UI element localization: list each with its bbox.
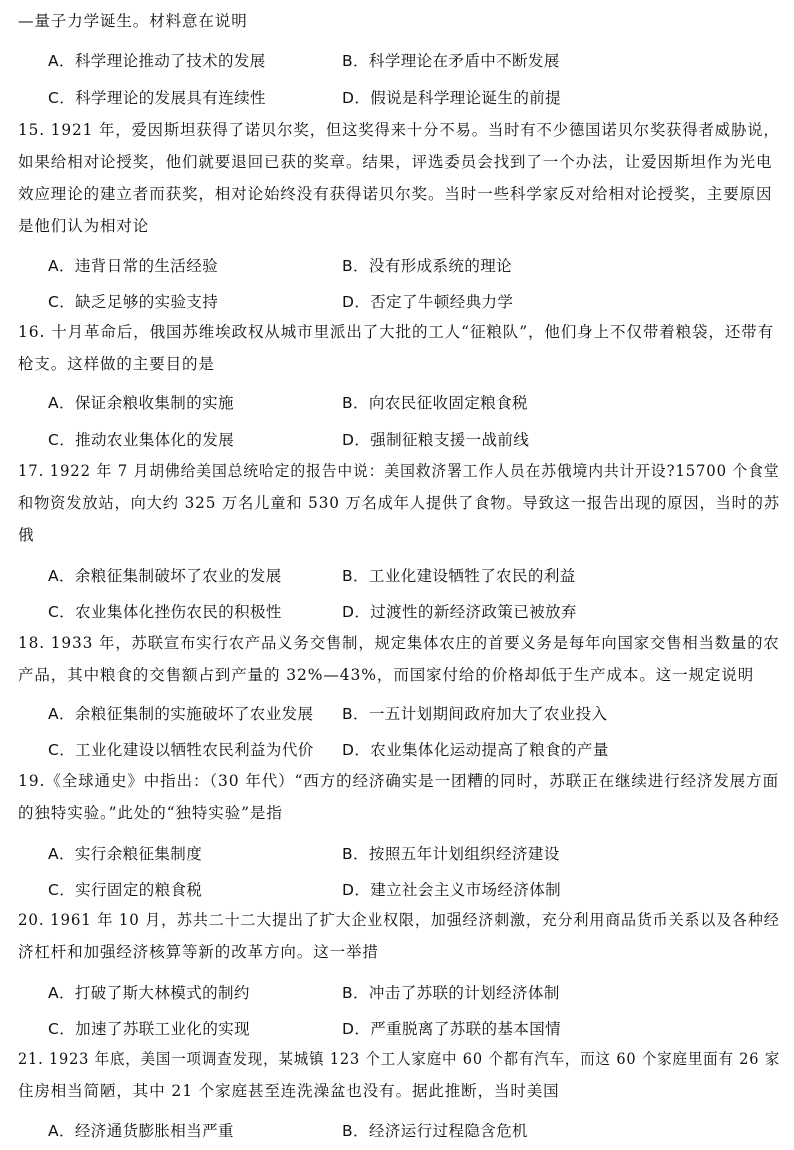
- q15-option-c: C．缺乏足够的实验支持: [48, 293, 219, 311]
- q18-option-a: A．余粮征集制的实施破坏了农业发展: [48, 705, 314, 723]
- q16-stem-line-1: 16. 十月革命后，俄国苏维埃政权从城市里派出了大批的工人“征粮队”，他们身上不仅带着粮袋，还带有: [18, 323, 775, 341]
- q17-stem-line-2: 和物资发放站，向大约 325 万名儿童和 530 万名成年人提供了食物。导致这一报告出现的原因，当时的苏: [18, 494, 780, 512]
- q18-option-d: D．农业集体化运动提高了粮食的产量: [342, 741, 609, 759]
- q21-stem-line-1: 21. 1923 年底，美国一项调查发现，某城镇 123 个工人家庭中 60 个都有汽车，而这 60 个家庭里面有 26 家: [18, 1050, 781, 1068]
- q17-option-b: B．工业化建设牺牲了农民的利益: [342, 567, 576, 585]
- q19-option-c: C．实行固定的粮食税: [48, 881, 203, 899]
- q21-option-a: A．经济通货膨胀相当严重: [48, 1122, 234, 1140]
- q16-option-b: B．向农民征收固定粮食税: [342, 394, 528, 412]
- q17-stem-line-3: 俄: [18, 526, 35, 544]
- q19-option-d: D．建立社会主义市场经济体制: [342, 881, 562, 899]
- q17-option-d: D．过渡性的新经济政策已被放弃: [342, 603, 577, 621]
- q17-option-a: A．余粮征集制破坏了农业的发展: [48, 567, 282, 585]
- q15-stem-line-1: 15. 1921 年，爱因斯坦获得了诺贝尔奖，但这奖得来十分不易。当时有不少德国诺贝尔奖获得者威胁说，: [18, 121, 780, 139]
- q18-stem-line-1: 18. 1933 年，苏联宣布实行农产品义务交售制，规定集体农庄的首要义务是每年向国家交售相当数量的农: [18, 634, 780, 652]
- q20-option-c: C．加速了苏联工业化的实现: [48, 1020, 251, 1038]
- q20-option-b: B．冲击了苏联的计划经济体制: [342, 984, 560, 1002]
- q19-option-a: A．实行余粮征集制度: [48, 845, 203, 863]
- q16-stem-line-2: 枪支。这样做的主要目的是: [18, 355, 215, 373]
- q17-stem-line-1: 17. 1922 年 7 月胡佛给美国总统哈定的报告中说：美国救济署工作人员在苏俄境内共计开设?15700 个食堂: [18, 462, 780, 480]
- q21-stem-line-2: 住房相当简陋，其中 21 个家庭甚至连洗澡盆也没有。据此推断，当时美国: [18, 1082, 560, 1100]
- q14-option-d: D．假说是科学理论诞生的前提: [342, 89, 562, 107]
- q14-option-b: B．科学理论在矛盾中不断发展: [342, 52, 560, 70]
- q16-option-a: A．保证余粮收集制的实施: [48, 394, 234, 412]
- q20-stem-line-2: 济杠杆和加强经济核算等新的改革方向。这一举措: [18, 943, 379, 961]
- q19-option-b: B．按照五年计划组织经济建设: [342, 845, 560, 863]
- q14-option-a: A．科学理论推动了技术的发展: [48, 52, 266, 70]
- q15-stem-line-3: 效应理论的建立者而获奖，相对论始终没有获得诺贝尔奖。当时一些科学家反对给相对论授奖，主要原因: [18, 185, 773, 203]
- q17-option-c: C．农业集体化挫伤农民的积极性: [48, 603, 282, 621]
- q20-option-d: D．严重脱离了苏联的基本国情: [342, 1020, 562, 1038]
- q18-option-c: C．工业化建设以牺牲农民利益为代价: [48, 741, 314, 759]
- q15-stem-line-2: 如果给相对论授奖，他们就要退回已获的奖章。结果，评选委员会找到了一个办法，让爱因斯坦作为光电: [18, 153, 773, 171]
- q19-stem-line-1: 19.《全球通史》中指出：（30 年代）“西方的经济确实是一团糟的同时，苏联正在继续进行经济发展方面: [18, 772, 779, 790]
- q16-option-c: C．推动农业集体化的发展: [48, 431, 235, 449]
- q18-option-b: B．一五计划期间政府加大了农业投入: [342, 705, 608, 723]
- q16-option-d: D．强制征粮支援一战前线: [342, 431, 530, 449]
- q15-option-d: D．否定了牛顿经典力学: [342, 293, 514, 311]
- q20-stem-line-1: 20. 1961 年 10 月，苏共二十二大提出了扩大企业权限，加强经济刺激，充分利用商品货币关系以及各种经: [18, 911, 780, 929]
- intro-line: —量子力学诞生。材料意在说明: [18, 12, 248, 30]
- q15-option-a: A．违背日常的生活经验: [48, 257, 219, 275]
- q20-option-a: A．打破了斯大林模式的制约: [48, 984, 250, 1002]
- q21-option-b: B．经济运行过程隐含危机: [342, 1122, 528, 1140]
- q14-option-c: C．科学理论的发展具有连续性: [48, 89, 266, 107]
- q18-stem-line-2: 产品，其中粮食的交售额占到产量的 32%—43%，而国家付给的价格却低于生产成本。这一规定说明: [18, 666, 755, 684]
- q15-option-b: B．没有形成系统的理论: [342, 257, 513, 275]
- q15-stem-line-4: 是他们认为相对论: [18, 217, 150, 235]
- q19-stem-line-2: 的独特实验。”此处的“独特实验”是指: [18, 804, 283, 822]
